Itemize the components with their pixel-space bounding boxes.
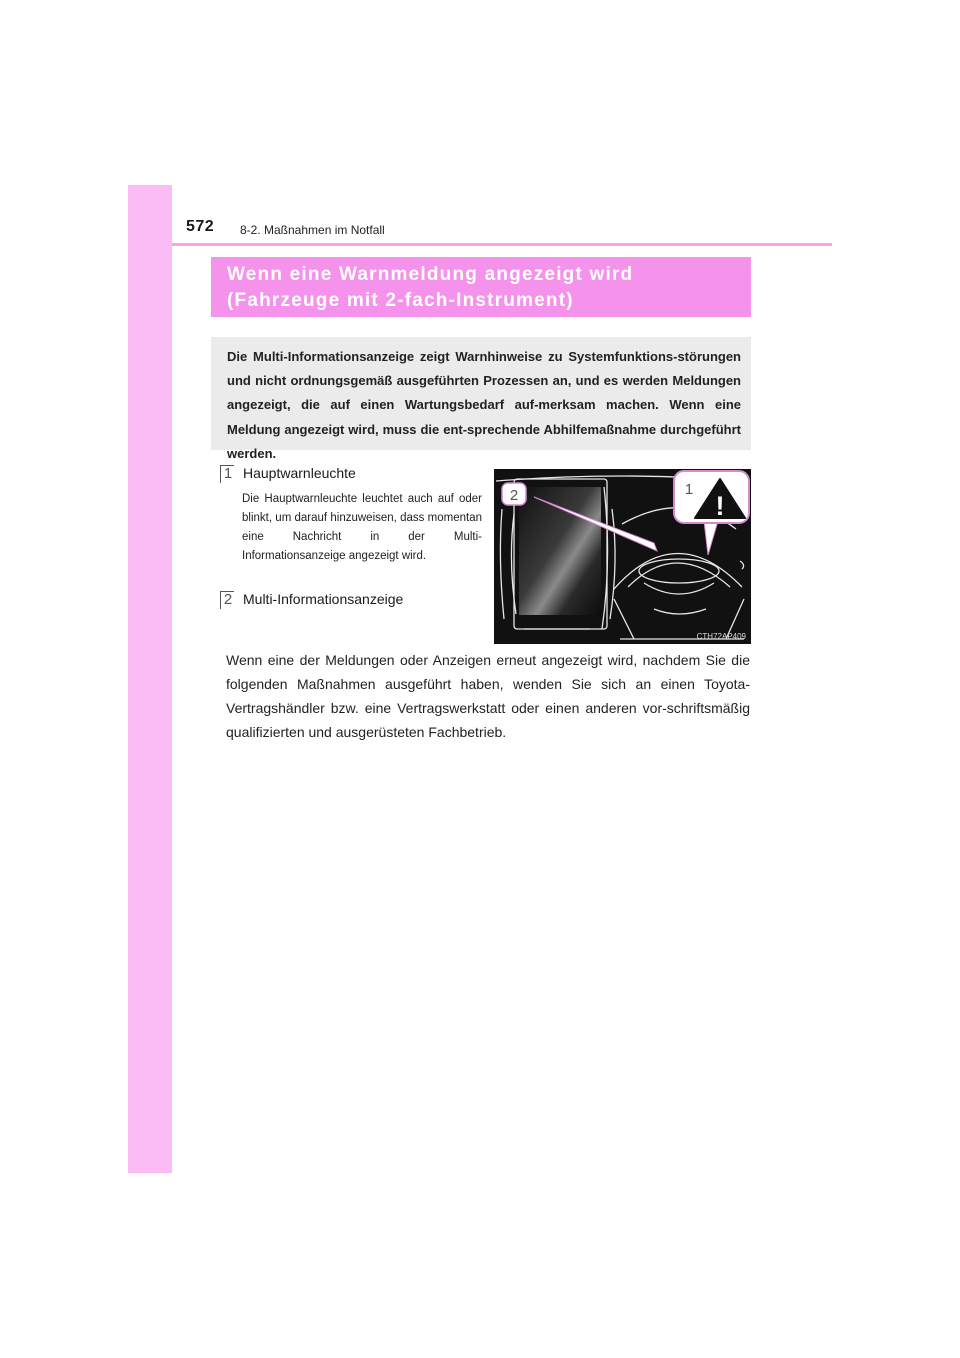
body-paragraph: Wenn eine der Meldungen oder Anzeigen erneut angezeigt wird, nachdem Sie die folgenden Maßnahmen ausgeführt haben, wenden Sie sich an einen Toyota-Vertragshändler bzw. eine Vertragswerkstatt oder einen anderen vor-schriftsmäßig qualifizierten und ausgerüsteten Fachbetrieb. <box>226 652 750 740</box>
side-tab <box>128 185 172 1173</box>
section-title-line-1: Wenn eine Warnmeldung angezeigt wird <box>227 264 634 285</box>
item-description: Die Hauptwarnleuchte leuchtet auch auf oder blinkt, um darauf hinzuweisen, dass momentan eine Nachricht in der Multi-Informationsanzeige angezeigt wird. <box>242 493 482 562</box>
instrument-cluster-drawing <box>494 469 751 644</box>
instrument-cluster-illustration <box>494 469 751 644</box>
item-heading: Multi-Informationsanzeige <box>243 591 404 607</box>
section-title-bar <box>211 257 751 317</box>
callout-number-2: 2 <box>509 487 519 504</box>
item-number-marker: 1 <box>220 465 236 483</box>
figure-code: CTH72AP409 <box>696 632 746 641</box>
intro-text: Die Multi-Informationsanzeige zeigt Warnhinweise zu Systemfunktions-störungen und nicht ordnungsgemäß ausgeführten Prozessen an, und es werden Meldungen angezeigt, die auf einen Wartungsbedarf auf-merksam machen. Wenn eine Meldung angezeigt wird, muss die ent-sprechende Abhilfemaßnahme durchgeführt werden. <box>227 349 741 461</box>
chapter-title: 8-2. Maßnahmen im Notfall <box>240 223 385 237</box>
item-heading: Hauptwarnleuchte <box>243 465 356 481</box>
page-number: 572 <box>186 218 215 235</box>
intro-box <box>211 337 751 461</box>
item-number-marker: 2 <box>220 591 236 609</box>
callout-pointer-1 <box>704 521 718 555</box>
header-rule <box>172 243 832 246</box>
warning-exclamation-icon: ! <box>715 491 725 521</box>
section-title-line-2: (Fahrzeuge mit 2-fach-Instrument) <box>227 290 574 311</box>
callout-number-1: 1 <box>684 481 694 498</box>
display-screen <box>519 487 601 615</box>
